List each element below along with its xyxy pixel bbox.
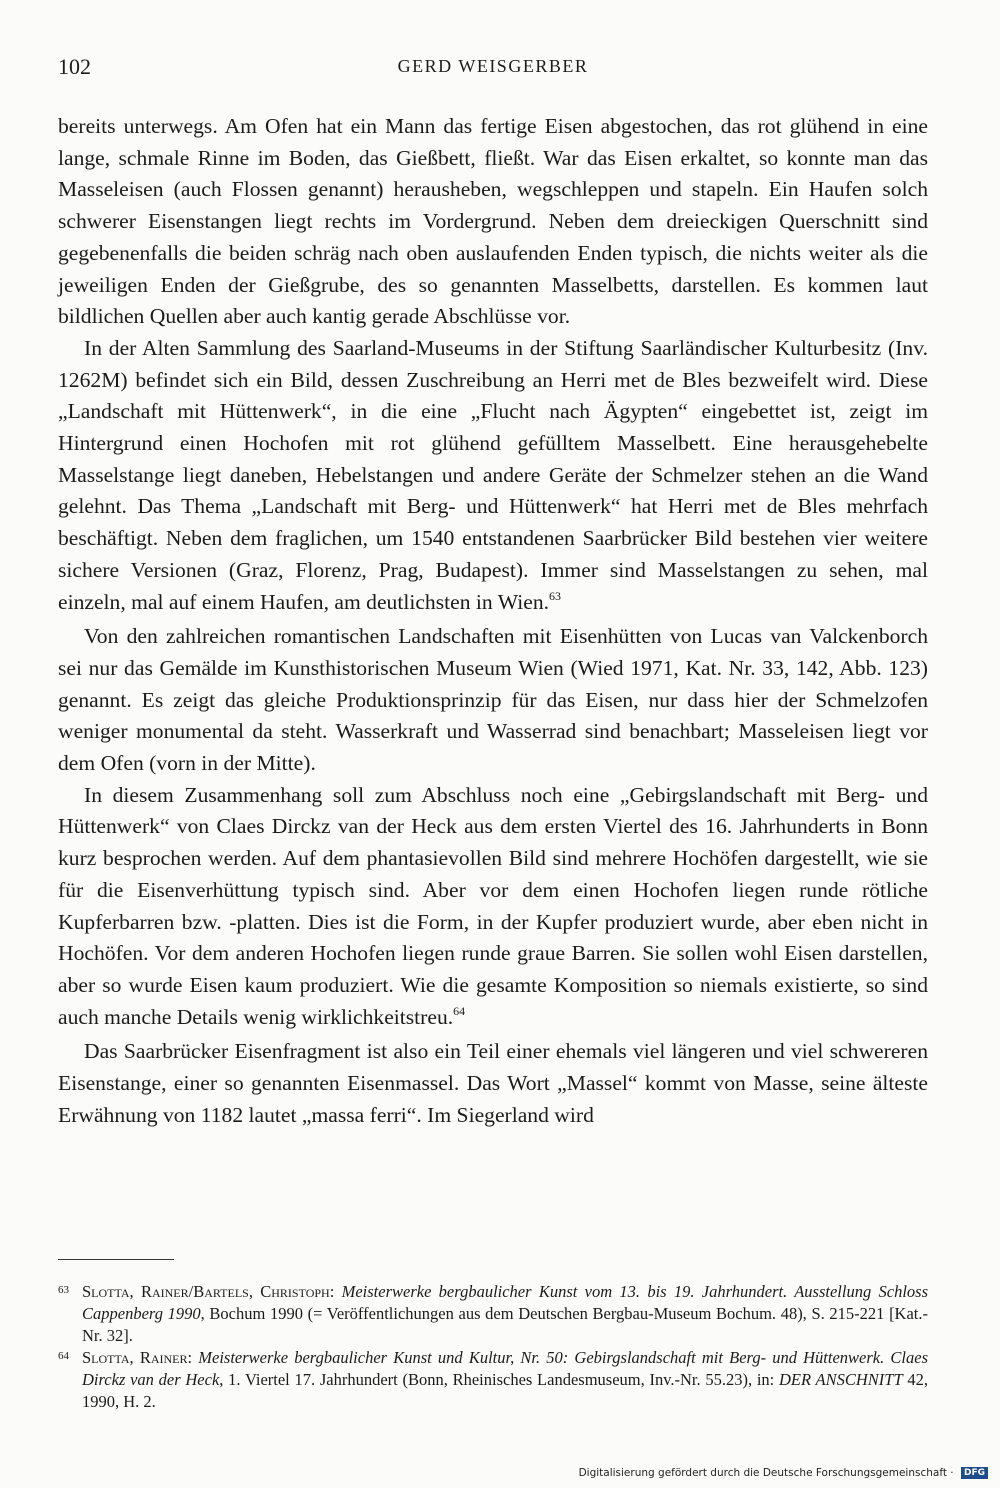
- footnotes: [58, 1281, 928, 1413]
- paragraph: [58, 621, 928, 780]
- paragraph-text: bereits unterwegs. Am Ofen hat ein Mann das fertige Eisen abgestochen, das rot glühend in eine lange, schmale Rinne im Boden, das Gießbett, fließt. War das Eisen erkaltet, so konnte man das Masseleisen (auch Flossen genannt) herausheben, wegschleppen und stapeln. Ein Haufen solch schwerer Eisenstangen liegt rechts im Vordergrund. Neben dem dreieckigen Querschnitt sind gegebenenfalls die beiden schräg nach oben auslaufenden Enden typisch, die nichts weiter als die jeweiligen Enden der Gießgrube, des so genannten Masselbetts, darstellen. Es kommen laut bildlichen Quellen aber auch kantig gerade Abschlüsse vor.: [58, 114, 928, 329]
- footnote-ref[interactable]: 63: [549, 588, 562, 603]
- digitization-credit: [0, 1467, 988, 1479]
- footnote-title: Meisterwerke bergbaulicher Kunst vom 13. bis 19. Jahrhundert. Ausstellung Schloss Cappenberg 1990: [82, 1282, 928, 1323]
- footnote-journal: DER ANSCHNITT: [779, 1370, 903, 1389]
- footnote-authors: Slotta, Rainer/Bartels, Christoph:: [82, 1282, 335, 1301]
- page-header: [58, 54, 928, 86]
- footnote-number: 63: [58, 1284, 69, 1296]
- page-number: 102: [58, 54, 91, 79]
- footnote-ref[interactable]: 64: [453, 1003, 466, 1018]
- paragraph-text: Das Saarbrücker Eisenfragment ist also ein Teil einer ehemals viel längeren und viel schwereren Eisenstange, einer so genannten Eisenmassel. Das Wort „Massel“ kommt von Masse, seine älteste Erwähnung von 1182 lautet „massa ferri“. Im Siegerland wird: [58, 1039, 928, 1127]
- paragraph: [58, 780, 928, 1037]
- footnote-rest: , 1. Viertel 17. Jahrhundert (Bonn, Rheinisches Landesmuseum, Inv.-Nr. 55.23), in:: [219, 1370, 780, 1389]
- body-text: [58, 111, 928, 1132]
- footnote-title: Meisterwerke bergbaulicher Kunst und Kultur, Nr. 50: Gebirgslandschaft mit Berg- und Hüttenwerk. Claes Dirckz van der Heck: [82, 1348, 928, 1389]
- paragraph-text: In der Alten Sammlung des Saarland-Museums in der Stiftung Saarländischer Kulturbesitz (Inv. 1262M) befindet sich ein Bild, dessen Zuschreibung an Herri met de Bles bezweifelt wird. Diese „Landschaft mit Hüttenwerk“, in die eine „Flucht nach Ägypten“ eingebettet ist, zeigt im Hintergrund einen Hochofen mit rot glühend gefülltem Masselbett. Eine herausgehebelte Masselstange liegt daneben, Hebelstangen und andere Geräte der Schmelzer stehen an die Wand gelehnt. Das Thema „Landschaft mit Berg- und Hüttenwerk“ hat Herri met de Bles mehrfach beschäftigt. Neben dem fraglichen, um 1540 entstandenen Saarbrücker Bild bestehen vier weitere sichere Versionen (Graz, Florenz, Prag, Budapest). Immer sind Masselstangen zu sehen, mal einzeln, mal auf einem Haufen, am deutlichsten in Wien.: [58, 335, 928, 614]
- paragraph-text: In diesem Zusammenhang soll zum Abschluss noch eine „Gebirgslandschaft mit Berg- und Hüttenwerk“ von Claes Dirckz van der Heck aus dem ersten Viertel des 16. Jahrhunderts in Bonn kurz besprochen werden. Auf dem phantasievollen Bild sind mehrere Hochöfen dargestellt, wie sie für die Eisenverhüttung typisch sind. Aber vor dem einen Hochofen liegen runde rötliche Kupferbarren bzw. -platten. Dies ist die Form, in der Kupfer produziert wurde, aber eben nicht in Hochöfen. Vor dem anderen Hochofen liegen runde graue Barren. Sie sollen wohl Eisen darstellen, aber so wurde Eisen kaum produziert. Wie die gesamte Komposition so niemals existierte, so sind auch manche Details wenig wirklichkeitstreu.: [58, 782, 928, 1029]
- footnote: [58, 1347, 928, 1413]
- running-head: GERD WEISGERBER: [397, 56, 589, 76]
- footnote-divider: [58, 1259, 174, 1260]
- footnote-journal-rest: 42, 1990, H. 2.: [82, 1370, 928, 1411]
- paragraph: [58, 111, 928, 333]
- paragraph: [58, 333, 928, 621]
- footnote-rest: , Bochum 1990 (= Veröffentlichungen aus dem Deutschen Bergbau-Museum Bochum. 48), S. 215-221 [Kat.-Nr. 32].: [82, 1304, 929, 1345]
- paragraph-text: Von den zahlreichen romantischen Landschaften mit Eisenhütten von Lucas van Valckenborch sei nur das Gemälde im Kunsthistorischen Museum Wien (Wied 1971, Kat. Nr. 33, 142, Abb. 123) genannt. Es zeigt das gleiche Produktionsprinzip für das Eisen, nur dass hier der Schmelzofen weniger monumental da steht. Wasserkraft und Wasserrad sind benachbart; Masseleisen liegt vor dem Ofen (vorn in der Mitte).: [58, 624, 928, 776]
- footnote: [58, 1281, 928, 1347]
- dfg-logo[interactable]: DFG: [961, 1467, 988, 1479]
- credit-text: Digitalisierung gefördert durch die Deutsche Forschungsgemeinschaft ·: [578, 1467, 954, 1479]
- footnote-authors: Slotta, Rainer:: [82, 1348, 193, 1367]
- paragraph: [58, 1036, 928, 1131]
- footnote-number: 64: [58, 1350, 69, 1362]
